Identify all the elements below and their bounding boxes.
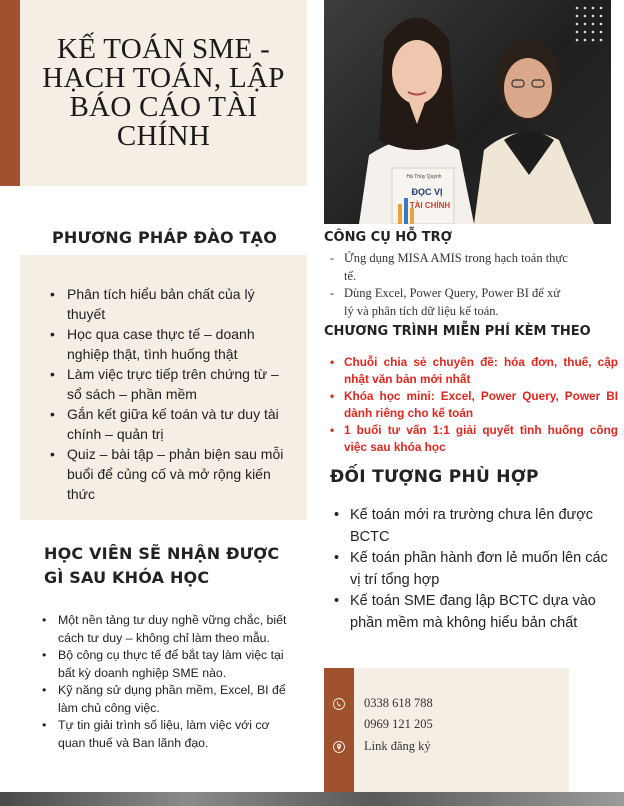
list-item: • Bộ công cụ thực tế để bắt tay làm việc tại bất kỳ doanh nghiệp SME nào. bbox=[42, 647, 292, 682]
list-item: • Kế toán phần hành đơn lẻ muốn lên các vị trí tổng hợp bbox=[334, 548, 616, 591]
list-item: • Kế toán mới ra trường chưa lên được BCTC bbox=[334, 505, 616, 548]
accent-bar bbox=[0, 0, 20, 186]
list-item: • Kế toán SME đang lập BCTC dựa vào phần mềm mà không hiểu bản chất bbox=[334, 591, 616, 634]
bottom-photo-strip bbox=[0, 792, 624, 806]
contact-phone-2[interactable] bbox=[324, 715, 569, 735]
list-item: • Quiz – bài tập – phản biện sau mỗi buổi để củng cố và mở rộng kiến thức bbox=[50, 444, 290, 504]
dot-pattern bbox=[576, 7, 603, 42]
book-title-1: ĐỌC VỊ bbox=[411, 187, 443, 197]
title-line-4: CHÍNH bbox=[116, 120, 211, 152]
phone-number-2: 0969 121 205 bbox=[364, 717, 433, 731]
list-item: • Kỹ năng sử dụng phần mềm, Excel, BI để làm chủ công việc. bbox=[42, 682, 292, 717]
person-right bbox=[474, 40, 594, 224]
phone-icon bbox=[333, 698, 345, 710]
instructors-photo bbox=[324, 0, 611, 224]
list-item: • Khóa học mini: Excel, Power Query, Power BI dành riêng cho kế toán bbox=[330, 388, 618, 422]
list-item: • Phân tích hiểu bản chất của lý thuyết bbox=[50, 284, 290, 324]
location-pin-icon bbox=[333, 741, 345, 753]
list-item: - Dùng Excel, Power Query, Power BI để xử lý và phân tích dữ liệu kế toán. bbox=[330, 285, 570, 320]
free-program-heading: CHƯƠNG TRÌNH MIỄN PHÍ KÈM THEO bbox=[324, 324, 591, 339]
instructors-illustration bbox=[324, 0, 611, 224]
method-list bbox=[50, 284, 290, 504]
tools-list bbox=[330, 250, 570, 320]
receive-heading bbox=[44, 542, 294, 590]
list-item: • Làm việc trực tiếp trên chứng từ – sổ sách – phần mềm bbox=[50, 364, 290, 404]
audience-list bbox=[334, 505, 616, 634]
list-item: • Chuỗi chia sẻ chuyên đề: hóa đơn, thuế, cập nhật văn bản mới nhất bbox=[330, 354, 618, 388]
list-item: • Tự tin giải trình số liệu, làm việc với cơ quan thuế và Ban lãnh đạo. bbox=[42, 717, 292, 752]
book-author: Hà Thúy Quỳnh bbox=[406, 174, 442, 180]
title-line-3: BÁO CÁO TÀI bbox=[69, 91, 258, 123]
list-item: • Một nền tảng tư duy nghề vững chắc, biết cách tư duy – không chỉ làm theo mẫu. bbox=[42, 612, 292, 647]
tools-heading: CÔNG CỤ HỖ TRỢ bbox=[324, 230, 452, 245]
register-link[interactable]: Link đăng ký bbox=[364, 739, 431, 753]
receive-heading-line-1: HỌC VIÊN SẼ NHẬN ĐƯỢC bbox=[44, 544, 280, 563]
contact-register-link[interactable] bbox=[324, 737, 569, 757]
contact-phone-1[interactable] bbox=[324, 694, 569, 714]
audience-heading: ĐỐI TƯỢNG PHÙ HỢP bbox=[330, 467, 539, 487]
method-heading: PHƯƠNG PHÁP ĐÀO TẠO bbox=[52, 228, 278, 247]
receive-list bbox=[42, 612, 292, 752]
phone-number-1: 0338 618 788 bbox=[364, 696, 433, 710]
title-line-1: KẾ TOÁN SME - bbox=[56, 33, 271, 65]
book bbox=[392, 168, 454, 224]
receive-heading-line-2: GÌ SAU KHÓA HỌC bbox=[44, 568, 210, 587]
book-title-2: TÀI CHÍNH bbox=[409, 201, 451, 210]
title-line-2: HẠCH TOÁN, LẬP bbox=[42, 62, 285, 94]
title-box bbox=[20, 0, 307, 186]
list-item: • Gắn kết giữa kế toán và tư duy tài chính – quản trị bbox=[50, 404, 290, 444]
list-item: • 1 buổi tư vấn 1:1 giải quyết tình huống công việc sau khóa học bbox=[330, 422, 618, 456]
list-item: • Học qua case thực tế – doanh nghiệp thật, tình huống thật bbox=[50, 324, 290, 364]
list-item: - Ứng dụng MISA AMIS trong hạch toán thực tế. bbox=[330, 250, 570, 285]
free-program-list bbox=[330, 354, 618, 456]
page-title bbox=[42, 35, 284, 151]
